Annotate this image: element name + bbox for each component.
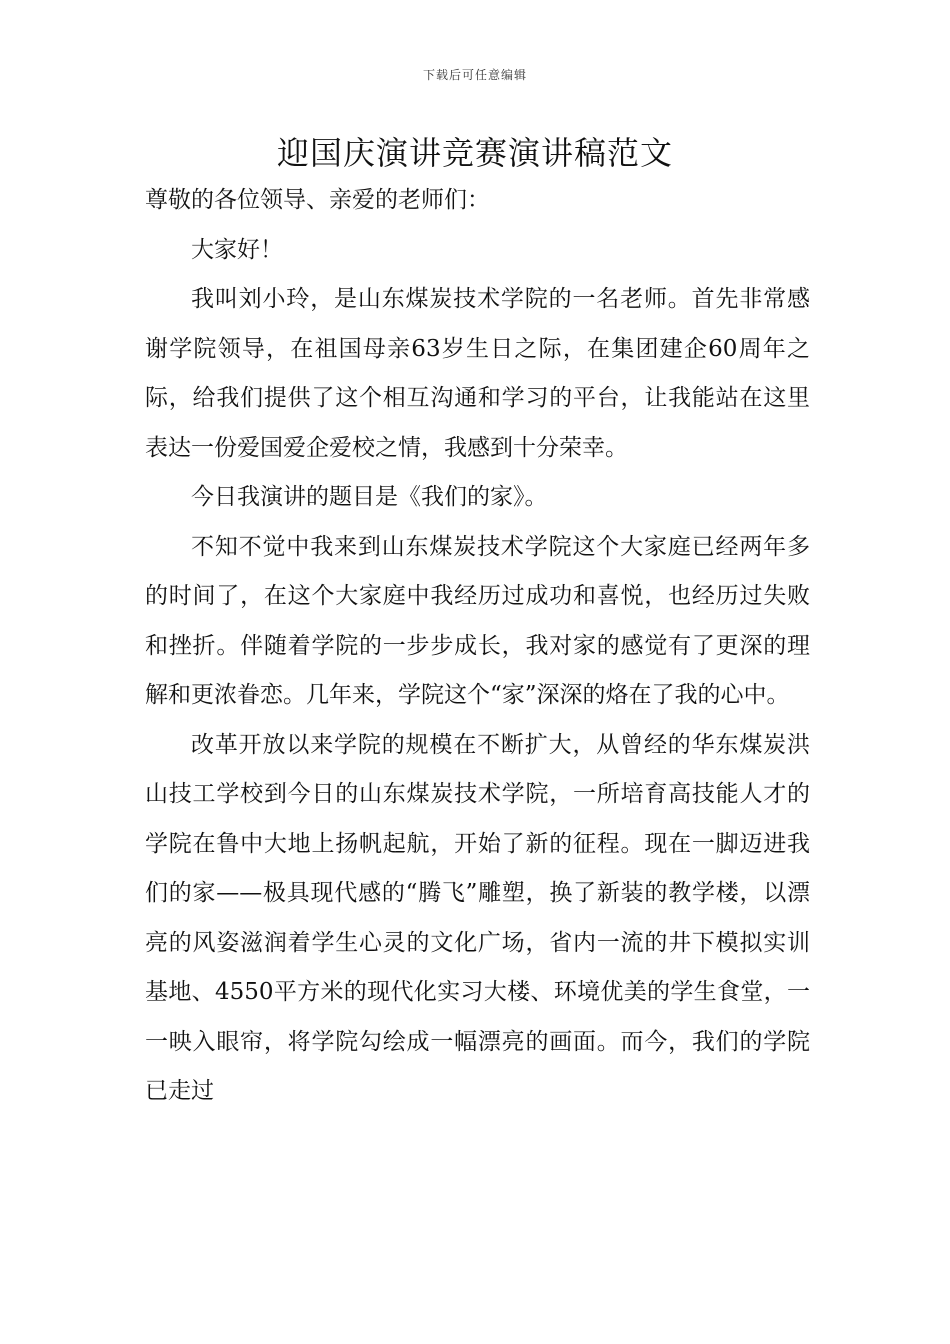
paragraph-topic: 今日我演讲的题目是《我们的家》。 — [191, 484, 548, 510]
paragraph-development: 改革开放以来学院的规模在不断扩大，从曾经的华东煤炭洪山技工学校到今日的山东煤炭技术学院，一所培育高技能人才的学院在鲁中大地上扬帆起航，开始了新的征程。现在一脚迈进我们的家——极具现代感的“腾飞”雕塑，换了新装的教学楼，以漂亮的风姿滋润着学生心灵的文化广场，省内一流的井下模拟实训基地、4550平方米的现代化实习大楼、环境优美的学生食堂，一一映入眼帘，将学院勾绘成一幅漂亮的画面。而今，我们的学院已走过 — [145, 731, 810, 1104]
header-note: 下载后可任意编辑 — [422, 68, 527, 82]
paragraph-introduction: 我叫刘小玲，是山东煤炭技术学院的一名老师。首先非常感谢学院领导，在祖国母亲63岁生日之际，在集团建企60周年之际，给我们提供了这个相互沟通和学习的平台，让我能站在这里表达一份爱国爱企爱校之情，我感到十分荣幸。 — [145, 286, 810, 461]
document-title: 迎国庆演讲竞赛演讲稿范文 — [276, 134, 673, 172]
document-body — [145, 176, 810, 1117]
paragraph-experience: 不知不觉中我来到山东煤炭技术学院这个大家庭已经两年多的时间了，在这个大家庭中我经历过成功和喜悦，也经历过失败和挫折。伴随着学院的一步步成长，我对家的感觉有了更深的理解和更浓眷恋。几年来，学院这个“家”深深的烙在了我的心中。 — [145, 533, 810, 708]
greeting: 大家好！ — [191, 236, 283, 263]
salutation: 尊敬的各位领导、亲爱的老师们： — [145, 187, 490, 213]
